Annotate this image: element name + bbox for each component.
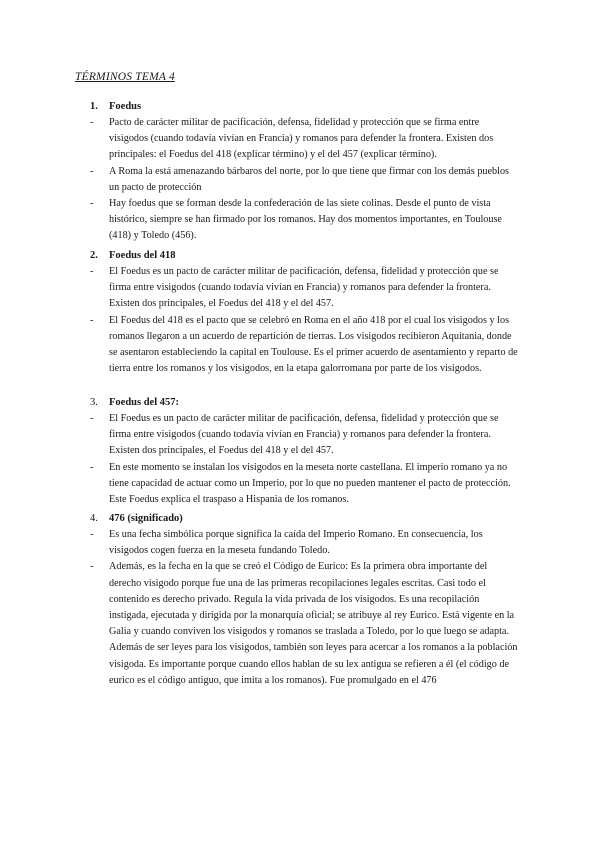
list-item: - A Roma la está amenazando bárbaros del norte, por lo que tiene que firmar con los demás pueblos un pacto de protección [90, 165, 510, 193]
bullet-dash: - [90, 561, 94, 573]
list-item: - El Foedus del 418 es el pacto que se celebró en Roma en el año 418 por el cual los visigodos y los romanos llegaron a un acuerdo de repartición de tierras. Los visigodos recibieron Aquitania, donde se asentaron estableciendo la capital en Toulouse. Es el primer acuerdo de asentamiento y reparto de tierra entre los romanos y los visigodos, en la etapa galorromana por parte de los visigodos. [90, 314, 518, 375]
bullet-dash: - [90, 266, 94, 277]
list-item: - El Foedus es un pacto de carácter militar de pacificación, defensa, fidelidad y protección que se firma entre visigodos (cuando todavía vivían en Francia) y romanos para defender la frontera. Existen dos principales, el Foedus del 418 y el del 457. [90, 266, 499, 310]
section-title: Foedus [109, 101, 142, 112]
bullet-list [90, 527, 520, 689]
section-foedus-418 [90, 248, 520, 377]
bullet-dash: - [90, 529, 94, 540]
bullet-dash: - [90, 117, 94, 128]
document-title: TÉRMINOS TEMA 4 [75, 71, 175, 83]
section-number: 1. [90, 101, 98, 112]
section-foedus [90, 99, 520, 245]
bullet-list [90, 115, 520, 245]
list-item: - Es una fecha simbólica porque significa la caída del Imperio Romano. En consecuencia, los visigodos cogen fuerza en la meseta fundando Toledo. [90, 529, 483, 557]
list-item: - En este momento se instalan los visigodos en la meseta norte castellana. El imperio romano ya no tiene capacidad de actuar como un Imperio, por lo que no pueden mantener el pacto de protección. Este Foedus explica el traspaso a Hispania de los romanos. [90, 461, 511, 506]
section-number: 2. [90, 250, 98, 261]
list-item: - El Foedus es un pacto de carácter militar de pacificación, defensa, fidelidad y protección que se firma entre visigodos (cuando todavía vivían en Francia) y romanos para defender la frontera. Existen dos principales, el Foedus del 418 y el del 457. [90, 413, 499, 457]
section-title: Foedus del 418 [109, 250, 176, 261]
section-number: 3. [90, 397, 98, 408]
list-item: - Además, es la fecha en la que se creó el Código de Eurico: Es la primera obra importante del derecho visigodo porque fue una de las primeras recopilaciones legales escritas. Casi todo el contenido es derecho privado. Regula la vida privada de los visigodos. Es una recopilación instigada, ejecutada y dirigida por la monarquía oficial; se atribuye al rey Eurico. Está vigente en la Galia y cuando conviven los visigodos y romanos se traslada a Toledo, por lo que luego se adapta. Además de ser leyes para los visigodos, también son leyes para acercar a los romanos a la población visigoda. Es importante porque cuando ellos hablan de su lex antigua se refieren a él (el código de eurico es el código antiguo, que imita a los romanos). Fue promulgado en el 476 [90, 561, 518, 686]
bullet-dash: - [90, 461, 94, 473]
section-heading [90, 511, 520, 527]
section-title: Foedus del 457: [109, 397, 180, 408]
section-heading [90, 248, 520, 264]
bullet-dash: - [90, 198, 94, 210]
bullet-dash: - [90, 314, 94, 326]
bullet-list [90, 411, 520, 508]
list-item: - Pacto de carácter militar de pacificación, defensa, fidelidad y protección que se firma entre visigodos (cuando todavía vivían en Francia) y romanos para defender la frontera. Existen dos principales: el Foedus del 418 (explicar término) y el del 457 (explicar término). [90, 117, 494, 161]
section-476 [90, 511, 520, 689]
bullet-list [90, 264, 520, 377]
bullet-dash: - [90, 165, 94, 177]
section-heading [90, 99, 520, 115]
section-title: 476 (significado) [109, 513, 183, 524]
section-heading [90, 395, 520, 411]
section-foedus-457 [90, 395, 520, 508]
section-number: 4. [90, 513, 98, 524]
list-item: - Hay foedus que se forman desde la confederación de las siete colinas. Desde el punto de vista histórico, siempre se han firmado por los romanos. Hay dos momentos importantes, en Toulouse (418) y Toledo (456). [90, 198, 502, 242]
bullet-dash: - [90, 413, 94, 424]
